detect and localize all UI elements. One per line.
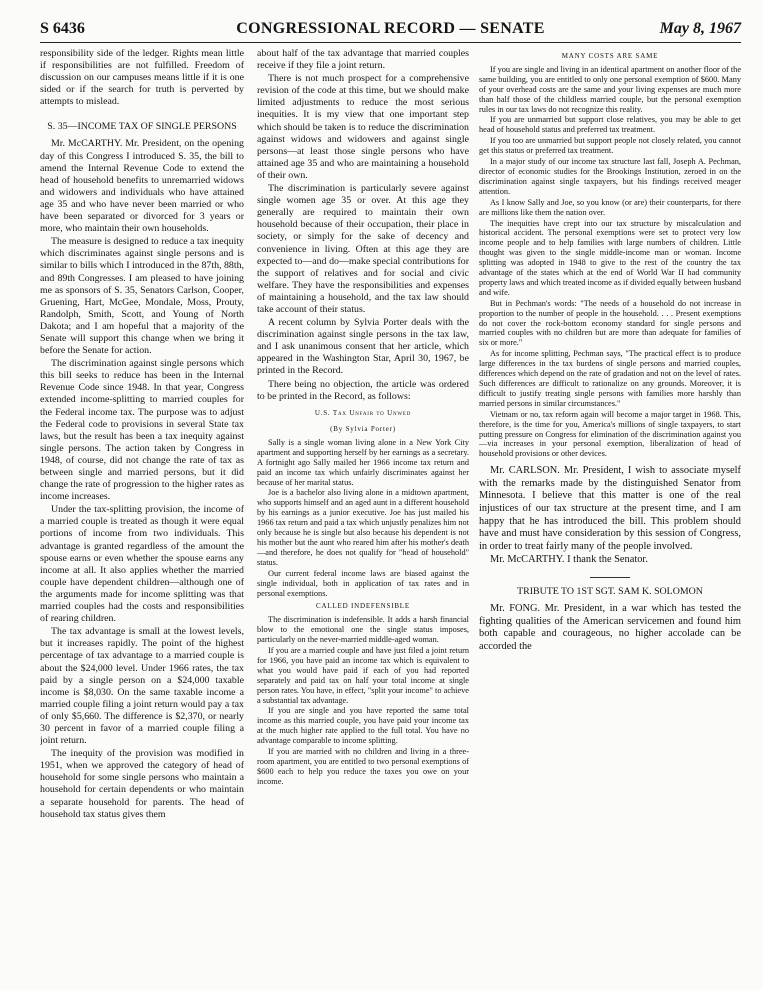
column-3 [479, 48, 741, 982]
article-body [257, 438, 469, 787]
article-paragraph: As for income splitting, Pechman says, "The practical effect is to produce large differences in the tax burdens of single persons and married couples, differences which depend on the rate of gradation and not on the level of rates. Such differences are difficult to rationalize on any grounds. Moreover, it is difficult to justify treating single persons with families more harshly than married persons in similar circumstances." [479, 349, 741, 408]
article-paragraph: In a major study of our income tax structure last fall, Joseph A. Pechman, director of economic studies for the Brookings Institution, zeroed in on the discrimination against single taxpayers, but his findings received meager attention. [479, 157, 741, 196]
article-paragraph: Joe is a bachelor also living alone in a midtown apartment, who supports himself and an aged aunt in a different household by his earnings as a junior executive. Joe has just mailed his 1966 tax return and paid a tax which unjustly penalizes him not only because he is single but also because his dependent is not his mother but the aunt who reared him after his mother's death—and therefore, he does not qualify for "head of household" status. [257, 488, 469, 567]
paragraph: Mr. McCARTHY. I thank the Senator. [490, 554, 648, 566]
article-subhead: MANY COSTS ARE SAME [561, 52, 659, 60]
publication-title: CONGRESSIONAL RECORD — SENATE [236, 20, 545, 37]
article-paragraph: If you too are unmarried but support people not closely related, you cannot get this status or preferred tax treatment. [479, 136, 741, 156]
paragraph: There being no objection, the article was ordered to be printed in the Record, as follows: [257, 378, 469, 402]
paragraph: A recent column by Sylvia Porter deals with the discrimination against single persons in the tax law, and I ask unanimous consent that her article, which appeared in the Washington Star, April 30, 1967, be printed in the Record. [257, 317, 469, 377]
section-heading: TRIBUTE TO 1ST SGT. SAM K. SOLOMON [517, 586, 703, 597]
paragraph: Mr. McCARTHY. Mr. President, on the opening day of this Congress I introduced S. 35, the bill to amend the Internal Revenue Code to extend the head of household benefits to unremarried widows and widowers and individuals who have attained age 35 and who have never been married or who have been separated or divorced for 3 years or more, who maintain their own households. [40, 138, 244, 235]
article-paragraph: Our current federal income laws are biased against the single individual, both in application of tax rates and in personal exemptions. [257, 568, 469, 598]
article-body-continued [479, 52, 741, 459]
paragraph: The inequity of the provision was modified in 1951, when we approved the category of head of household for some single persons who maintain a household for certain dependents or who maintain a separate household for parents. The head of household tax status gives them [40, 748, 244, 820]
column-1 [40, 48, 244, 982]
article-subhead: CALLED INDEFENSIBLE [316, 602, 410, 611]
paragraph: The measure is designed to reduce a tax inequity which discriminates against single persons and is similar to bills which I introduced in the 87th, 88th, and 89th Congresses. I am pleased to have joining me as sponsors of S. 35, Senators Carlson, Cooper, Gruening, Hart, McGee, Mondale, Moss, Prouty, Randolph, Smith, Scott, and Young of North Dakota; and I am hopeful that a majority of the Senate will support this change when we bring it before the Senate for action. [40, 236, 244, 357]
article-paragraph: If you are a married couple and have just filed a joint return for 1966, you have paid an income tax which is equivalent to what you would have paid if each of you had reported separately and paid tax on half your total income at single person rates. You have, in effect, "split your income" to achieve a substantial tax advantage. [257, 646, 469, 705]
page-number: S 6436 [40, 20, 85, 37]
article-paragraph: The inequities have crept into our tax structure by miscalculation and historical accident. The personal exemptions were set to protect very low income people and to help families with large numbers of children. Little thought was given to the single middle-income man or woman. Income splitting was adopted in 1948 to give to the rest of the country the tax advantage of the states which at the end of World War II had community property laws and which treated income as if divided equally between husband and wife. [479, 218, 741, 297]
article-title: U.S. Tax Unfair to Unwed [314, 408, 412, 417]
article-paragraph: If you are married with no children and living in a three-room apartment, you are entitled to two personal exemptions of $600 each to help you reduce the taxes you owe on your income. [257, 747, 469, 786]
article-paragraph: But in Pechman's words: "The needs of a household do not increase in proportion to the number of people in the household. . . . Present exemptions do not cover the rock-bottom economy standard for single persons and married couples with no children but are more than adequate for families of six or more." [479, 298, 741, 348]
page-header [40, 14, 741, 43]
article-paragraph: If you are unmarried but support close relatives, you may be able to get head of household status and preferred tax treatment. [479, 115, 741, 135]
paragraph: There is not much prospect for a comprehensive revision of the code at this time, but we should make limited adjustments to reduce the most serious inequities. It is my view that one important step which should be taken is to reduce the discrimination against widows and widowers and against single persons—at least those single persons who have attained age 35 and who are maintaining a household of their own. [257, 73, 469, 181]
article-paragraph: As I know Sally and Joe, so you know (or are) their counterparts, for there are millions like them the nation over. [479, 197, 741, 217]
paragraph: The discrimination against single persons which this bill seeks to reduce has been in the Internal Revenue Code since 1948. In that year, Congress extended income-splitting to married couples for the Federal income tax. The purpose was to adjust the Federal code to provisions in several State tax laws, but the result has been a tax inequity against single persons. The action taken by Congress in 1948, of course, did not change the rate of tax as between single and married persons, but it did change the rate of progression to the higher rates as income increases. [40, 358, 244, 503]
article-paragraph: Sally is a single woman living alone in a New York City apartment and supporting herself by her earnings as a secretary. A fortnight ago Sally mailed her 1966 income tax return and paid an income tax which unfairly discriminates against her because of her marital status. [257, 437, 469, 487]
issue-date: May 8, 1967 [659, 20, 741, 37]
paragraph: Under the tax-splitting provision, the income of a married couple is treated as though it were equal portions of income from two individuals. This advantage is granted regardless of the amount the spouse earns or even whether the spouse earns any income at all. It also applies whether the married couple have dependent children—although one of the arguments made for income splitting was that married couples had the costs and responsibilities of rearing children. [40, 504, 244, 625]
paragraph: about half of the tax advantage that married couples receive if they file a joint return. [257, 48, 469, 72]
article-paragraph: The discrimination is indefensible. It adds a harsh financial blow to the emotional one the single status imposes, particularly on the never-married middle-aged woman. [257, 615, 469, 645]
paragraph: Mr. CARLSON. Mr. President, I wish to associate myself with the remarks made by the distinguished Senator from Minnesota. I believe that this matter is one of the real injustices of our tax structure at the present time, and I am happy that he has introduced the bill. This problem should have and must have consideration by this session of Congress, in order to treat fairly many of the people involved. [479, 465, 741, 552]
paragraph: The discrimination is particularly severe against single women age 35 or over. At this age they generally are required to maintain their own household because of their occupation, their place in society, or simply for the sake of decency and convenience in living. Often at this age they are expected to—and do—make special contributions for the support of relatives and for social and civic welfare. They have the responsibilities and expenses of maintaining a household, and the tax law should take account of their status. [257, 183, 469, 315]
article-paragraph: Vietnam or no, tax reform again will become a major target in 1968. This, therefore, is the time for you, America's millions of single taxpayers, to start putting pressure on Congress for elimination of the discrimination against you—via increases in your personal exemption, liberalization of head of household provisions or other devices. [479, 409, 741, 459]
article-byline: (By Sylvia Porter) [330, 424, 396, 433]
remarks [479, 465, 741, 653]
article-paragraph: If you are single and you have reported the same total income as this married couple, you have paid your income tax at the much higher rate applied to the full total. You have no advantage comparable to income splitting. [257, 706, 469, 746]
column-2 [257, 48, 469, 982]
divider [590, 577, 630, 578]
paragraph: The tax advantage is small at the lowest levels, but it increases rapidly. The point of the highest percentage of tax advantage to a married couple is about the $24,000 level. Under 1966 rates, the tax paid by a single person on a $24,000 taxable income is $8,030. On the same taxable income a married couple filing a joint return would pay a tax of only $5,660. The difference is $2,370, or nearly 30 percent in favor of a married couple filing a joint return. [40, 626, 244, 747]
paragraph: Mr. FONG. Mr. President, in a war which has tested the fighting qualities of the American servicemen and found him both capable and courageous, no higher accolade can be accorded the [479, 603, 741, 652]
section-heading: S. 35—INCOME TAX OF SINGLE PERSONS [47, 121, 237, 133]
article-paragraph: If you are single and living in an identical apartment on another floor of the same building, you are entitled to only one personal exemption of $600. Many of your overhead costs are the same and your living expenses are much more than half those of the childless married couple, but the personal exemption rules in our tax laws do not recognize this reality. [479, 64, 741, 114]
paragraph: responsibility side of the ledger. Rights mean little if responsibilities are not fulfilled. Freedom of discussion on our campuses means little if it is one sided or if the search for truth is perverted by attempts to mislead. [40, 48, 244, 108]
